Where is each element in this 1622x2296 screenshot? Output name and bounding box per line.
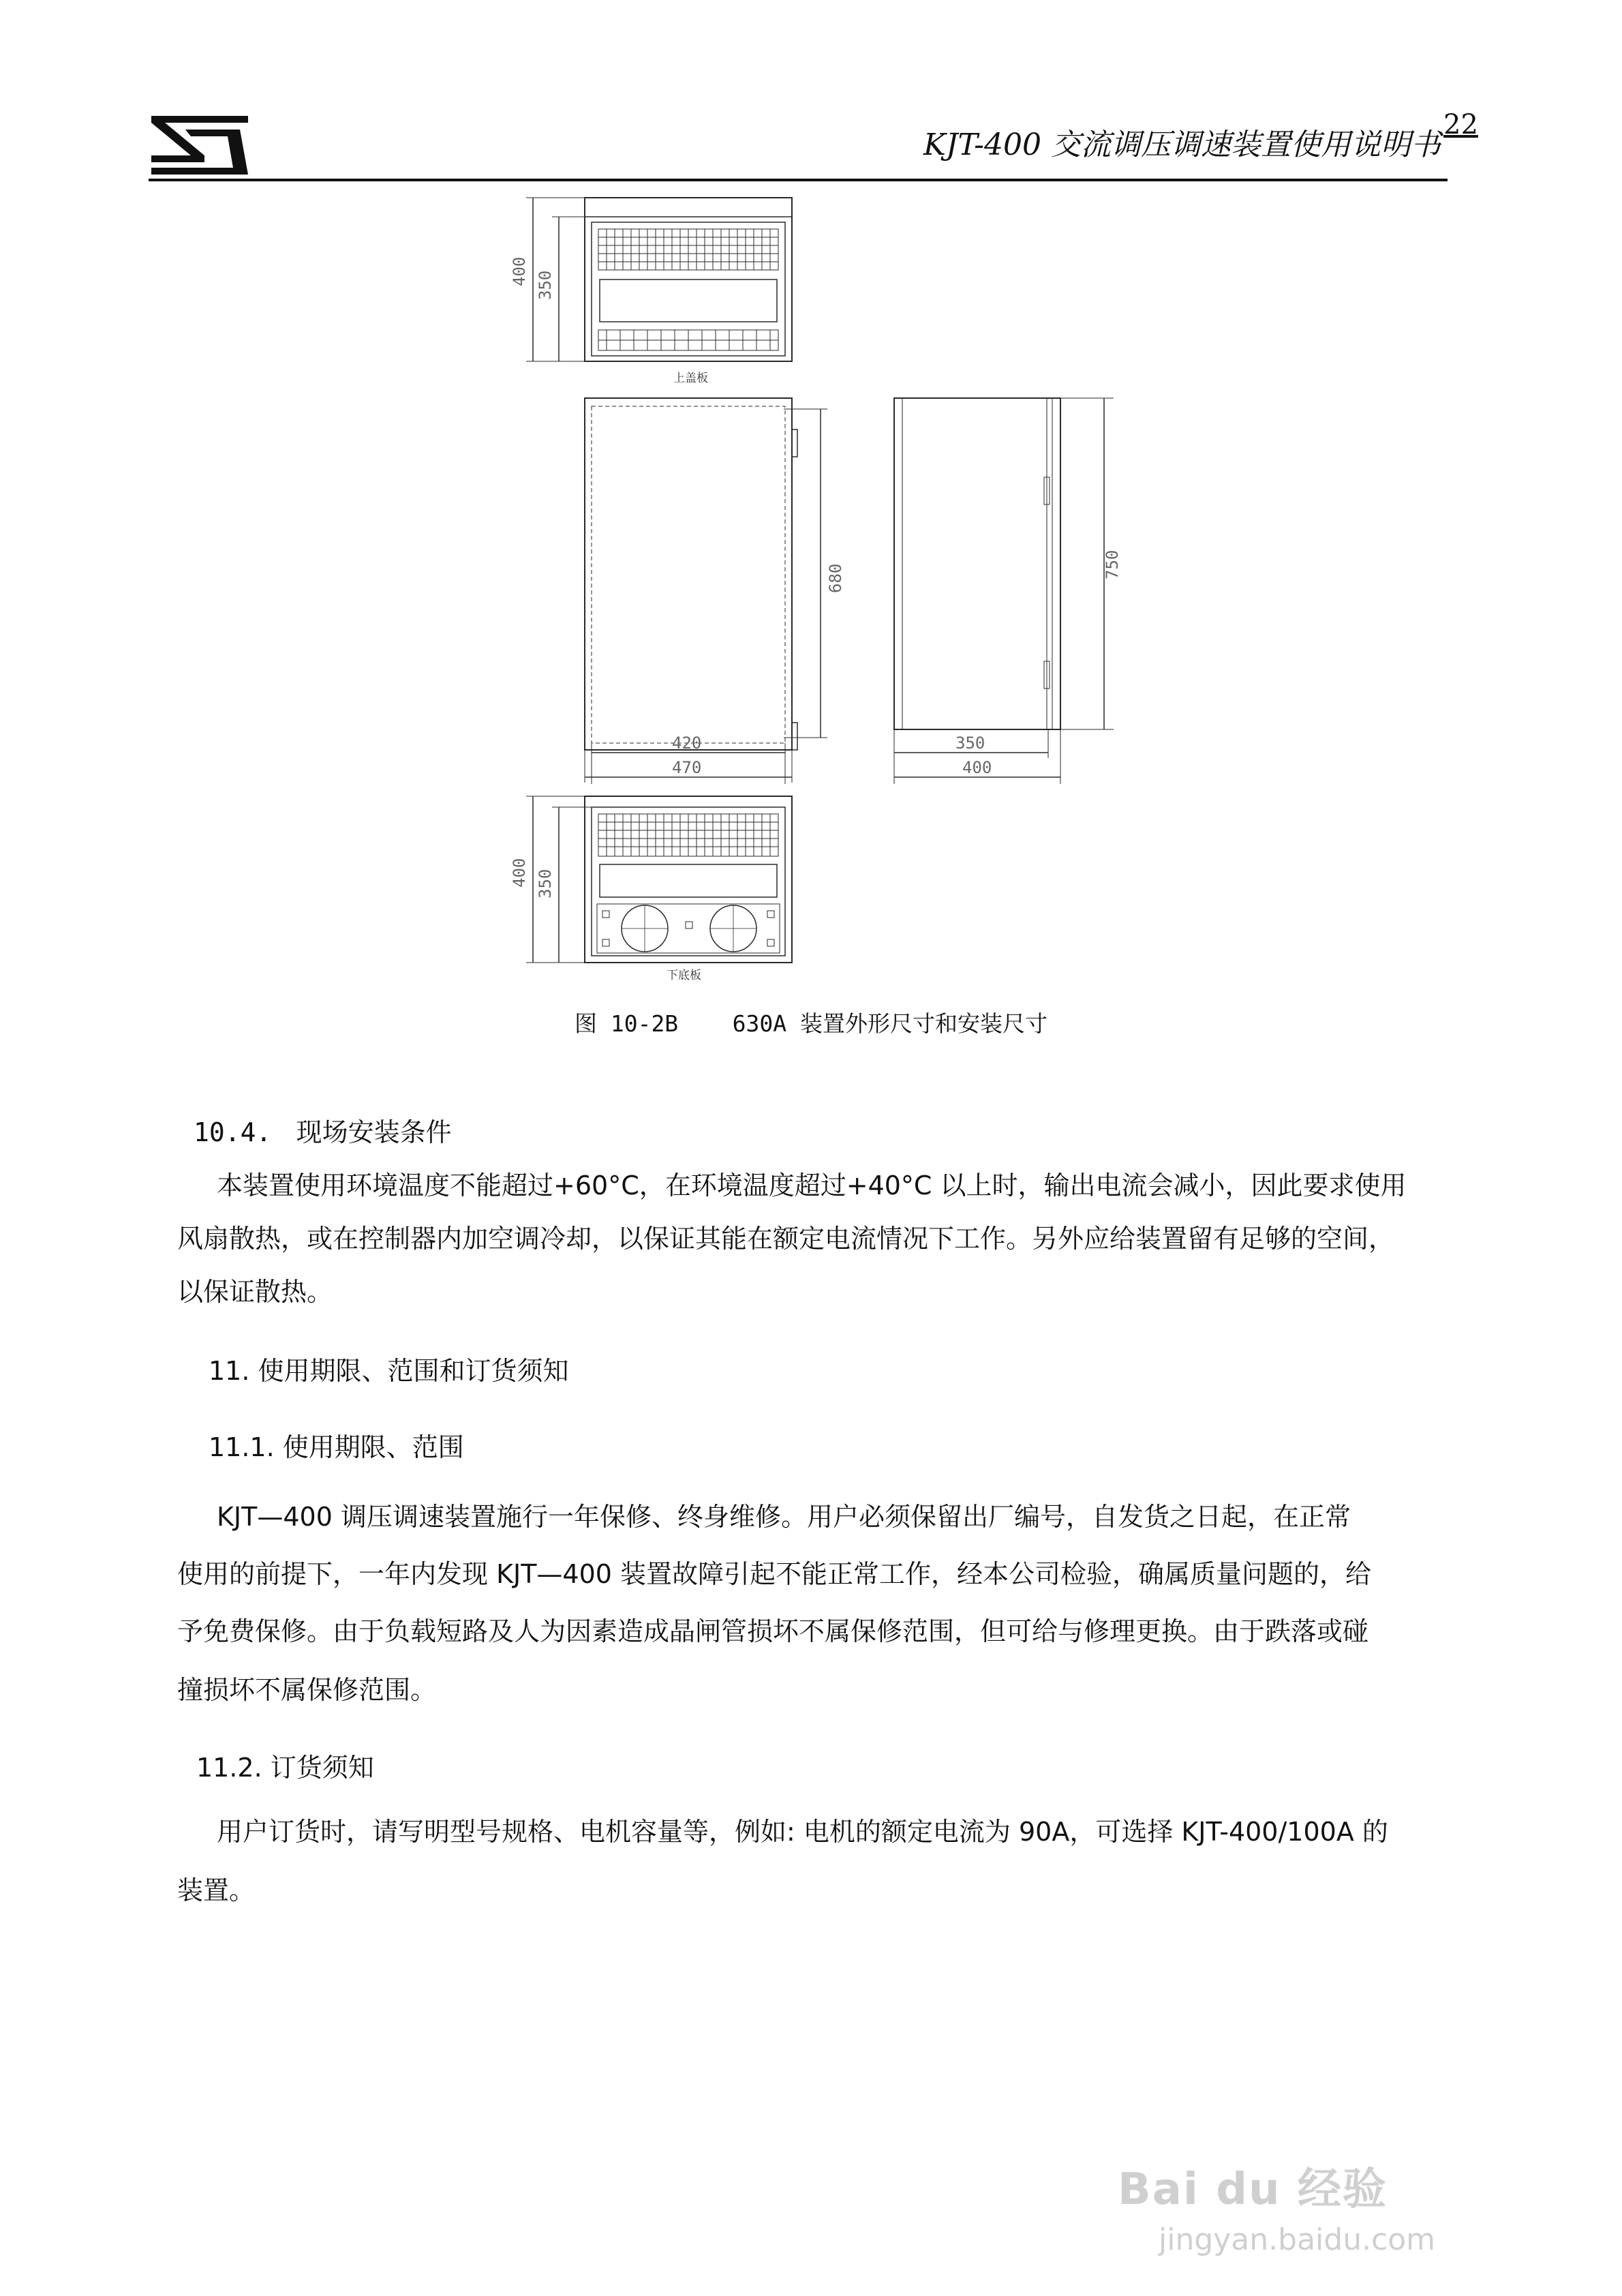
section-11-2-line-2: 装置。 (177, 1875, 256, 1905)
document-title: KJT-400 交流调压调速装置使用说明书 (923, 127, 1441, 162)
page-number: 22 (1443, 109, 1478, 140)
section-10-4-line-1: 本装置使用环境温度不能超过+60°C，在环境温度超过+40°C 以上时，输出电流会减小，因此要求使用 (217, 1170, 1407, 1200)
bottom-panel-label: 下底板 (667, 969, 701, 982)
dim-side-outer-width: 400 (962, 758, 992, 777)
figure-title: 630A 装置外形尺寸和安装尺寸 (732, 1010, 1048, 1037)
dim-bottom-outer: 400 (510, 858, 529, 888)
dim-bottom-inner: 350 (536, 868, 555, 898)
dim-front-inner-width: 420 (672, 734, 702, 753)
dimension-drawing (0, 0, 1622, 995)
top-panel-label: 上盖板 (673, 372, 708, 385)
dim-side-inner-width: 350 (955, 734, 985, 753)
section-10-4-line-3: 以保证散热。 (177, 1277, 333, 1307)
section-11-1-line-2: 使用的前提下，一年内发现 KJT—400 装置故障引起不能正常工作，经本公司检验，确属质量问题的，给 (177, 1559, 1372, 1589)
section-11-1-line-1: KJT—400 调压调速装置施行一年保修、终身维修。用户必须保留出厂编号，自发货之日起，在正常 (217, 1502, 1351, 1532)
front-view (585, 398, 845, 784)
side-view (894, 398, 1122, 784)
section-11-1-line-4: 撞损坏不属保修范围。 (177, 1675, 437, 1705)
bottom-plate (510, 796, 792, 982)
watermark-brand: Bai du 经验 (1118, 2164, 1388, 2215)
section-10-4-title: 现场安装条件 (296, 1117, 452, 1147)
dim-top-inner: 350 (536, 270, 555, 300)
figure-caption (0, 1006, 1622, 1038)
dim-front-height: 680 (826, 563, 845, 593)
figure-number: 图 10-2B (574, 1010, 679, 1037)
section-11-1-heading: 11.1. 使用期限、范围 (209, 1432, 464, 1462)
section-11-2-heading: 11.2. 订货须知 (196, 1753, 374, 1783)
dim-front-outer-width: 470 (672, 758, 702, 777)
section-11-2-line-1: 用户订货时，请写明型号规格、电机容量等，例如: 电机的额定电流为 90A，可选择 KJT-400/100A 的 (217, 1817, 1388, 1847)
section-10-4-number: 10.4. (194, 1117, 272, 1147)
section-11-heading: 11. 使用期限、范围和订货须知 (209, 1356, 569, 1386)
section-10-4-line-2: 风扇散热，或在控制器内加空调冷却，以保证其能在额定电流情况下工作。另外应给装置留有足够的空间， (177, 1224, 1395, 1254)
top-cover-plate (510, 198, 792, 385)
section-11-1-line-3: 予免费保修。由于负载短路及人为因素造成晶闸管损坏不属保修范围，但可给与修理更换。由于跌落或碰 (177, 1616, 1369, 1646)
section-10-4-heading (194, 1106, 452, 1159)
dim-side-height: 750 (1103, 549, 1122, 579)
watermark-url: jingyan.baidu.com (1159, 2222, 1436, 2257)
dim-top-outer: 400 (510, 256, 529, 286)
